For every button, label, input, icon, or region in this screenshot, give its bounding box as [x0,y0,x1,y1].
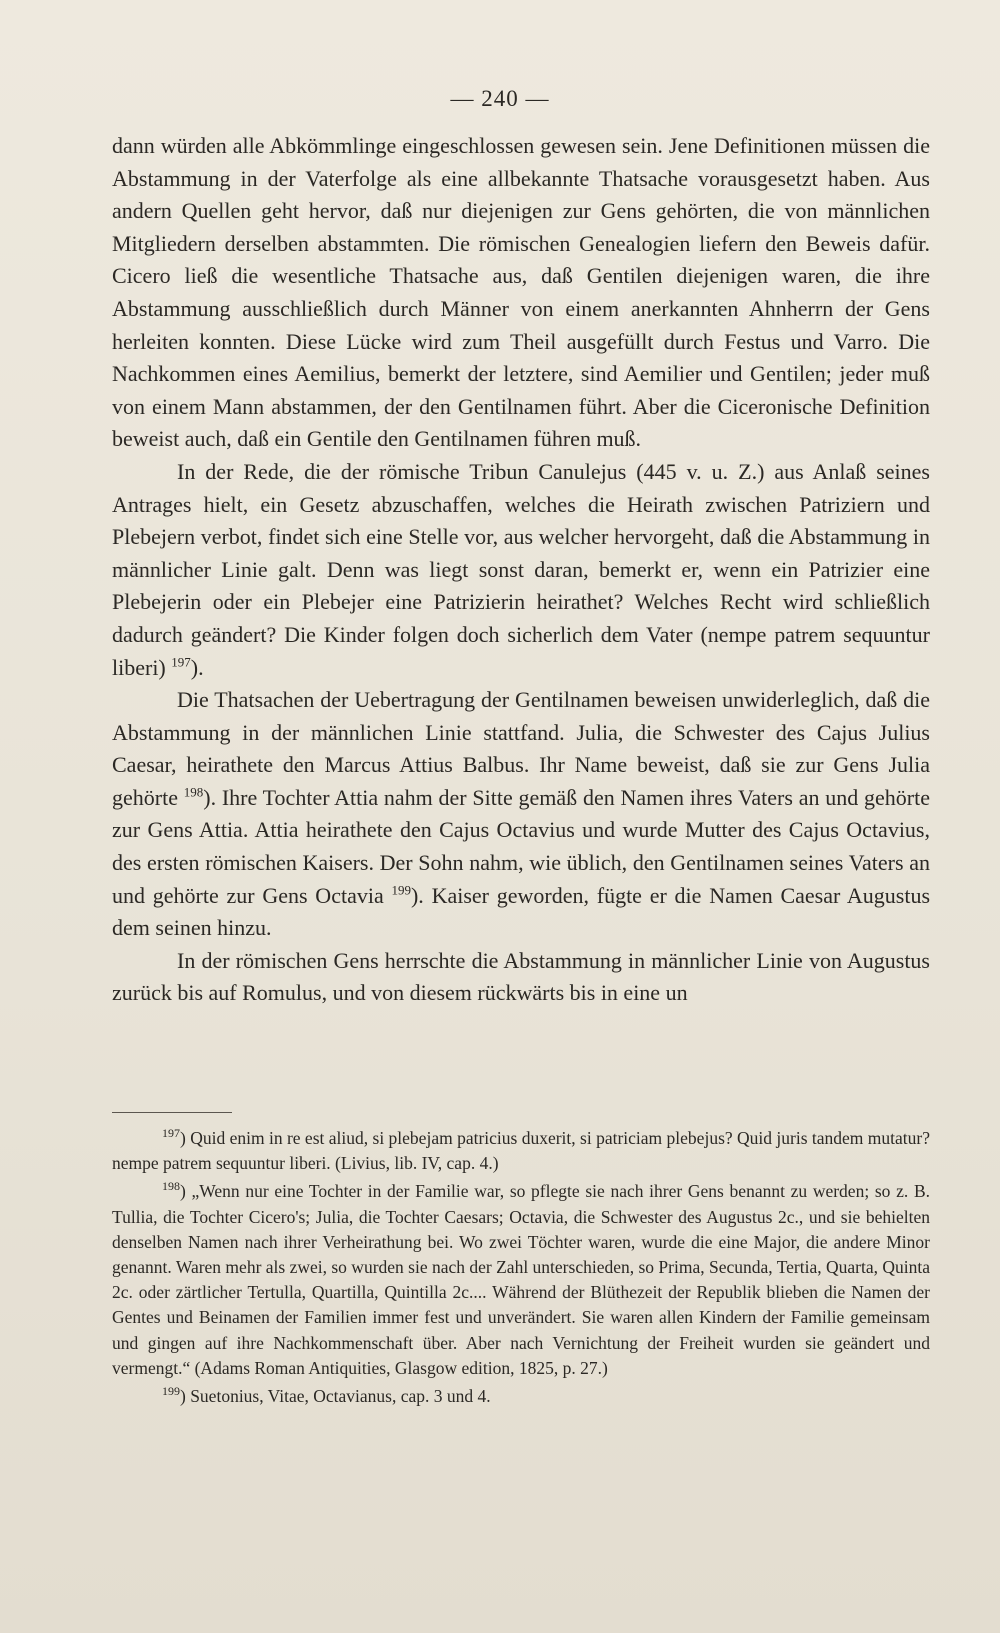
footnote-199 [112,1384,930,1409]
footnote-197 [112,1126,930,1176]
footnote-ref-197[interactable]: 197 [171,654,191,670]
footnote-text: ) Quid enim in re est aliud, si plebejam patricius duxerit, si patriciam plebejus? Quid juris tandem mutatur? nempe patrem sequuntur liberi. (Livius, lib. IV, cap. 4.) [112,1128,930,1174]
paragraph-3-tail: ). Ihre Tochter Attia nahm der Sitte gemäß den Namen ihres Vaters an und gehörte zur Gens Attia. Attia heirathete den Cajus Octavius und wurde Mutter des Cajus Octavius, des ersten römischen Kaisers. Der Sohn nahm, wie üblich, den Gentilnamen seines Vaters an und gehörte zur Gens Octavia [112,784,930,908]
paragraph-2 [112,456,930,684]
footnote-mark: 199 [162,1384,180,1399]
paragraph-2-text: In der Rede, die der römische Tribun Canulejus (445 v. u. Z.) aus Anlaß seines Antrages hielt, ein Gesetz abzuschaffen, welches die Heirath zwischen Patriziern und Plebejern verbot, findet sich eine Stelle vor, aus welcher hervorgeht, daß die Abstammung in männlicher Linie galt. Denn was liegt sonst daran, bemerkt er, wenn ein Patrizier eine Plebejerin oder ein Plebejer eine Patrizierin heirathet? Welches Recht wird schließlich dadurch geändert? Die Kinder folgen doch sicherlich dem Vater (nempe patrem sequuntur liberi) [112,458,930,680]
paragraph-4 [112,945,930,1010]
paragraph-3-text: Die Thatsachen der Uebertragung der Gentilnamen beweisen unwiderleglich, daß die Abstammung in der männlichen Linie stattfand. Julia, die Schwester des Cajus Julius Caesar, heirathete den Marcus Attius Balbus. Ihr Name beweist, daß sie zur Gens Julia gehörte [112,687,930,810]
main-text [112,130,930,1010]
footnotes [112,1126,930,1412]
footnote-divider [112,1112,232,1113]
paragraph-3-tail-2: ). Kaiser geworden, fügte er die Namen Caesar Augustus dem seinen hinzu. [112,882,931,941]
footnote-mark: 197 [162,1126,180,1141]
footnote-198 [112,1179,930,1381]
page-number: — 240 — [450,86,550,111]
footnote-text: ) „Wenn nur eine Tochter in der Familie war, so pflegte sie nach ihrer Gens benannt zu werden; so z. B. Tullia, die Tochter Cicero's; Julia, die Tochter Caesars; Octavia, die Schwester des Augustus 2c., und sie behielten denselben Namen nach ihrer Verheirathung bei. Wo zwei Töchter waren, wurde die eine Major, die andere Minor genannt. Waren mehr als zwei, so wurden sie nach der Zahl unterschieden, so Prima, Secunda, Tertia, Quarta, Quinta 2c. oder zärtlicher Tertulla, Quartilla, Quintilla 2c.... Während der Blüthezeit der Republik blieben die Namen der Gentes und Beinamen der Familien immer fest und unverändert. Sie waren allen Kindern der Familie gemeinsam und gingen auf ihre Nachkommenschaft über. Aber nach Vernichtung der Freiheit wurden sie geändert und vermengt.“ (Adams Roman Antiquities, Glasgow edition, 1825, p. 27.) [112,1181,930,1378]
paragraph-1 [112,130,930,456]
footnote-text: ) Suetonius, Vitae, Octavianus, cap. 3 und 4. [180,1386,491,1407]
footnote-ref-199[interactable]: 199 [391,882,411,898]
paragraph-1-text: dann würden alle Abkömmlinge eingeschlossen gewesen sein. Jene Definitionen müssen die Abstammung in der Vaterfolge als eine allbekannte Thatsache vorausgesetzt haben. Aus andern Quellen geht hervor, daß nur diejenigen zur Gens gehörten, die von männlichen Mitgliedern derselben abstammten. Die römischen Genealogien liefern den Beweis dafür. Cicero ließ die wesentliche Thatsache aus, daß Gentilen diejenigen waren, die ihre Abstammung ausschließlich durch Männer von einem anerkannten Ahnherrn der Gens herleiten konnten. Diese Lücke wird zum Theil ausgefüllt durch Festus und Varro. Die Nachkommen eines Aemilius, bemerkt der letztere, sind Aemilier und Gentilen; jeder muß von einem Mann abstammen, der den Gentilnamen führt. Aber die Ciceronische Definition beweist auch, daß ein Gentile den Gentilnamen führen muß. [112,133,930,452]
footnote-mark: 198 [162,1179,180,1194]
paragraph-4-text: In der römischen Gens herrschte die Abstammung in männlicher Linie von Augustus zurück bis auf Romulus, und von diesem rückwärts bis in eine un [112,947,930,1006]
paragraph-2-tail: ). [190,654,204,680]
paragraph-3 [112,684,930,945]
footnote-ref-198[interactable]: 198 [183,784,204,800]
